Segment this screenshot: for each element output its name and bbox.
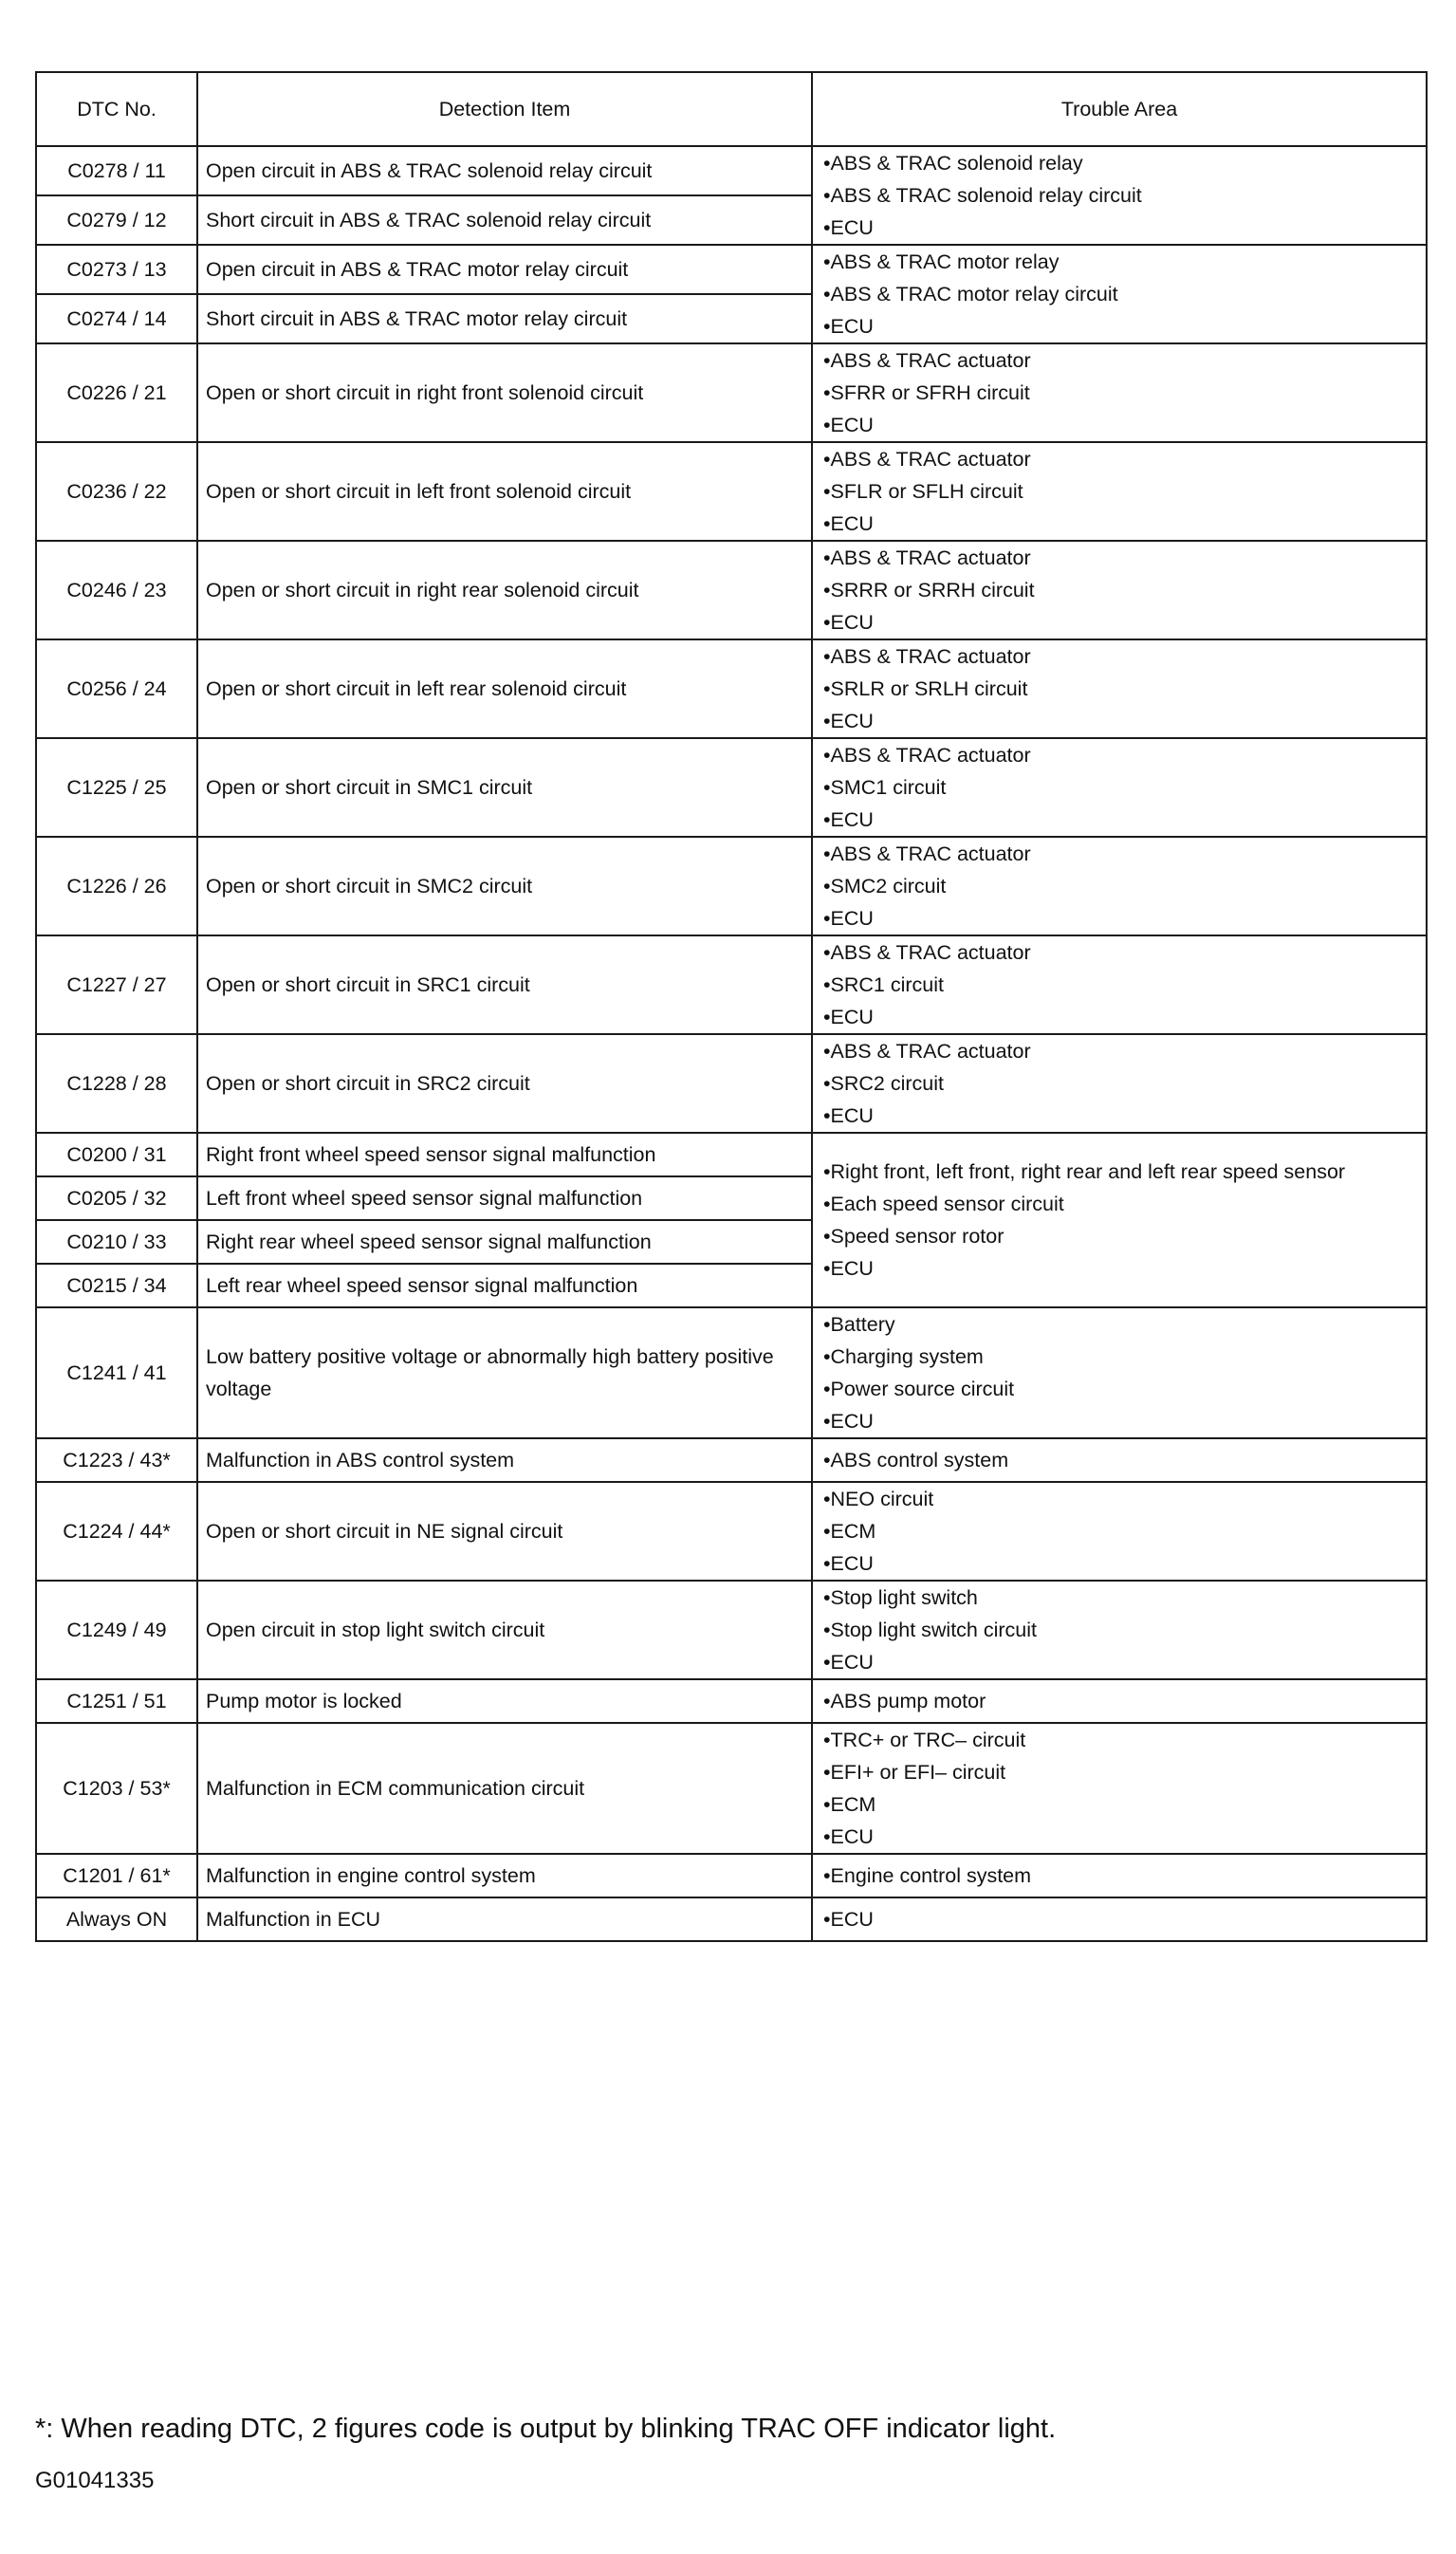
table-row [36, 837, 1427, 935]
table-row [36, 1897, 1427, 1941]
trouble-area-item: • Speed sensor rotor [823, 1220, 1426, 1252]
trouble-area-cell [812, 837, 1427, 935]
trouble-area-cell [812, 541, 1427, 639]
header-detection-item: Detection Item [197, 72, 812, 146]
trouble-area-cell [812, 1133, 1427, 1307]
trouble-area-cell [812, 1581, 1427, 1679]
trouble-area-item: • ABS & TRAC actuator [823, 640, 1426, 673]
detection-item-cell: Open or short circuit in right front solenoid circuit [197, 343, 812, 442]
table-row [36, 1482, 1427, 1581]
trouble-area-list [823, 542, 1426, 638]
dtc-code-cell: C0200 / 31 [36, 1133, 197, 1176]
trouble-area-list [823, 1156, 1426, 1285]
trouble-area-cell [812, 639, 1427, 738]
trouble-area-item: • ABS & TRAC actuator [823, 739, 1426, 771]
dtc-code-cell: C1228 / 28 [36, 1034, 197, 1133]
dtc-code-cell: C1227 / 27 [36, 935, 197, 1034]
trouble-area-item: • EFI+ or EFI– circuit [823, 1756, 1426, 1788]
detection-item-cell: Pump motor is locked [197, 1679, 812, 1723]
trouble-area-cell [812, 1723, 1427, 1854]
trouble-area-list [823, 1035, 1426, 1132]
header-trouble-area: Trouble Area [812, 72, 1427, 146]
table-row [36, 1854, 1427, 1897]
trouble-area-item: • ABS & TRAC actuator [823, 936, 1426, 969]
trouble-area-cell [812, 1482, 1427, 1581]
trouble-area-list [823, 443, 1426, 540]
table-row [36, 1133, 1427, 1176]
trouble-area-item: • ECU [823, 1252, 1426, 1285]
trouble-area-cell [812, 1438, 1427, 1482]
trouble-area-list [823, 1582, 1426, 1678]
trouble-area-item: • Power source circuit [823, 1373, 1426, 1405]
trouble-area-item: • ECU [823, 310, 1426, 342]
table-row [36, 1307, 1427, 1438]
detection-item-cell: Open circuit in ABS & TRAC solenoid relay circuit [197, 146, 812, 195]
trouble-area-item: • NEO circuit [823, 1483, 1426, 1515]
trouble-area-item: • ECU [823, 1821, 1426, 1853]
detection-item-cell: Open or short circuit in SMC1 circuit [197, 738, 812, 837]
dtc-code-cell: C1241 / 41 [36, 1307, 197, 1438]
detection-item-cell: Open or short circuit in left front solenoid circuit [197, 442, 812, 541]
trouble-area-list [823, 640, 1426, 737]
table-row [36, 1034, 1427, 1133]
detection-item-cell: Left front wheel speed sensor signal malfunction [197, 1176, 812, 1220]
trouble-area-item: • Stop light switch circuit [823, 1614, 1426, 1646]
trouble-area-item: • SRC2 circuit [823, 1067, 1426, 1100]
detection-item-cell: Open circuit in ABS & TRAC motor relay circuit [197, 245, 812, 294]
dtc-code-cell: C1223 / 43* [36, 1438, 197, 1482]
trouble-area-item: • ABS & TRAC actuator [823, 344, 1426, 377]
dtc-code-cell: C1224 / 44* [36, 1482, 197, 1581]
detection-item-cell: Malfunction in ECM communication circuit [197, 1723, 812, 1854]
detection-item-cell: Short circuit in ABS & TRAC motor relay circuit [197, 294, 812, 343]
dtc-code-cell: C0210 / 33 [36, 1220, 197, 1264]
trouble-area-list [823, 1308, 1426, 1437]
trouble-area-list [823, 344, 1426, 441]
trouble-area-list [823, 1724, 1426, 1853]
trouble-area-item: • ECU [823, 1903, 1426, 1935]
trouble-area-item: • Charging system [823, 1341, 1426, 1373]
trouble-area-item: • Right front, left front, right rear and left rear speed sensor [823, 1156, 1426, 1188]
detection-item-cell: Open circuit in stop light switch circuit [197, 1581, 812, 1679]
dtc-code-cell: C0246 / 23 [36, 541, 197, 639]
trouble-area-cell [812, 442, 1427, 541]
header-dtc-no: DTC No. [36, 72, 197, 146]
trouble-area-list [823, 838, 1426, 935]
trouble-area-item: • TRC+ or TRC– circuit [823, 1724, 1426, 1756]
table-row [36, 1679, 1427, 1723]
table-row [36, 245, 1427, 294]
trouble-area-item: • ECU [823, 705, 1426, 737]
detection-item-cell: Open or short circuit in SRC2 circuit [197, 1034, 812, 1133]
table-row [36, 639, 1427, 738]
dtc-code-cell: C1203 / 53* [36, 1723, 197, 1854]
trouble-area-item: • ECU [823, 1001, 1426, 1033]
detection-item-cell: Malfunction in ECU [197, 1897, 812, 1941]
table-row [36, 935, 1427, 1034]
trouble-area-item: • ABS & TRAC actuator [823, 838, 1426, 870]
trouble-area-item: • ABS & TRAC motor relay circuit [823, 278, 1426, 310]
table-body [36, 146, 1427, 1941]
trouble-area-item: • ECU [823, 804, 1426, 836]
detection-item-cell: Short circuit in ABS & TRAC solenoid relay circuit [197, 195, 812, 245]
table-row [36, 541, 1427, 639]
trouble-area-list [823, 246, 1426, 342]
trouble-area-item: • Each speed sensor circuit [823, 1188, 1426, 1220]
dtc-code-cell: C0205 / 32 [36, 1176, 197, 1220]
trouble-area-cell [812, 343, 1427, 442]
detection-item-cell: Open or short circuit in right rear solenoid circuit [197, 541, 812, 639]
dtc-table [35, 71, 1428, 1942]
trouble-area-item: • ABS & TRAC solenoid relay [823, 147, 1426, 179]
table-row [36, 1438, 1427, 1482]
footnote: *: When reading DTC, 2 figures code is output by blinking TRAC OFF indicator light. [35, 2414, 1057, 2444]
figure-id: G01041335 [35, 2468, 155, 2493]
table-row [36, 146, 1427, 195]
dtc-code-cell: C0279 / 12 [36, 195, 197, 245]
dtc-code-cell: C0256 / 24 [36, 639, 197, 738]
dtc-code-cell: Always ON [36, 1897, 197, 1941]
trouble-area-item: • ECM [823, 1788, 1426, 1821]
trouble-area-item: • ECU [823, 212, 1426, 244]
detection-item-cell: Open or short circuit in NE signal circuit [197, 1482, 812, 1581]
trouble-area-list [823, 739, 1426, 836]
table-row [36, 343, 1427, 442]
trouble-area-list [823, 1860, 1426, 1892]
trouble-area-item: • ECM [823, 1515, 1426, 1547]
dtc-code-cell: C1251 / 51 [36, 1679, 197, 1723]
trouble-area-item: • ABS & TRAC solenoid relay circuit [823, 179, 1426, 212]
trouble-area-item: • ECU [823, 409, 1426, 441]
trouble-area-item: • ABS & TRAC actuator [823, 443, 1426, 475]
trouble-area-item: • SRRR or SRRH circuit [823, 574, 1426, 606]
dtc-code-cell: C0273 / 13 [36, 245, 197, 294]
detection-item-cell: Malfunction in engine control system [197, 1854, 812, 1897]
dtc-code-cell: C1249 / 49 [36, 1581, 197, 1679]
trouble-area-item: • ABS & TRAC motor relay [823, 246, 1426, 278]
trouble-area-item: • ABS & TRAC actuator [823, 1035, 1426, 1067]
trouble-area-cell [812, 1854, 1427, 1897]
detection-item-cell: Low battery positive voltage or abnormally high battery positive voltage [197, 1307, 812, 1438]
trouble-area-item: • SFRR or SFRH circuit [823, 377, 1426, 409]
trouble-area-list [823, 1444, 1426, 1476]
trouble-area-cell [812, 245, 1427, 343]
trouble-area-item: • ABS control system [823, 1444, 1426, 1476]
dtc-code-cell: C1201 / 61* [36, 1854, 197, 1897]
detection-item-cell: Open or short circuit in left rear solenoid circuit [197, 639, 812, 738]
trouble-area-item: • Engine control system [823, 1860, 1426, 1892]
trouble-area-cell [812, 1034, 1427, 1133]
table-row [36, 738, 1427, 837]
trouble-area-item: • SRLR or SRLH circuit [823, 673, 1426, 705]
table-row [36, 1723, 1427, 1854]
dtc-code-cell: C0226 / 21 [36, 343, 197, 442]
trouble-area-item: • ECU [823, 902, 1426, 935]
detection-item-cell: Open or short circuit in SRC1 circuit [197, 935, 812, 1034]
trouble-area-item: • SFLR or SFLH circuit [823, 475, 1426, 508]
dtc-code-cell: C0278 / 11 [36, 146, 197, 195]
trouble-area-cell [812, 1897, 1427, 1941]
trouble-area-item: • Stop light switch [823, 1582, 1426, 1614]
trouble-area-list [823, 936, 1426, 1033]
detection-item-cell: Right front wheel speed sensor signal malfunction [197, 1133, 812, 1176]
trouble-area-item: • ABS & TRAC actuator [823, 542, 1426, 574]
dtc-code-cell: C1225 / 25 [36, 738, 197, 837]
detection-item-cell: Left rear wheel speed sensor signal malfunction [197, 1264, 812, 1307]
dtc-code-cell: C1226 / 26 [36, 837, 197, 935]
trouble-area-item: • ECU [823, 1405, 1426, 1437]
trouble-area-cell [812, 935, 1427, 1034]
dtc-code-cell: C0236 / 22 [36, 442, 197, 541]
trouble-area-list [823, 1483, 1426, 1580]
trouble-area-item: • ECU [823, 1547, 1426, 1580]
table-row [36, 1581, 1427, 1679]
trouble-area-list [823, 147, 1426, 244]
trouble-area-item: • SMC2 circuit [823, 870, 1426, 902]
dtc-code-cell: C0215 / 34 [36, 1264, 197, 1307]
trouble-area-cell [812, 1679, 1427, 1723]
trouble-area-cell [812, 738, 1427, 837]
trouble-area-item: • SMC1 circuit [823, 771, 1426, 804]
trouble-area-item: • Battery [823, 1308, 1426, 1341]
trouble-area-item: • ECU [823, 508, 1426, 540]
trouble-area-item: • ABS pump motor [823, 1685, 1426, 1717]
trouble-area-list [823, 1903, 1426, 1935]
trouble-area-item: • ECU [823, 606, 1426, 638]
trouble-area-item: • ECU [823, 1100, 1426, 1132]
trouble-area-list [823, 1685, 1426, 1717]
dtc-code-cell: C0274 / 14 [36, 294, 197, 343]
detection-item-cell: Open or short circuit in SMC2 circuit [197, 837, 812, 935]
table-row [36, 442, 1427, 541]
detection-item-cell: Malfunction in ABS control system [197, 1438, 812, 1482]
trouble-area-cell [812, 1307, 1427, 1438]
trouble-area-cell [812, 146, 1427, 245]
detection-item-cell: Right rear wheel speed sensor signal malfunction [197, 1220, 812, 1264]
trouble-area-item: • ECU [823, 1646, 1426, 1678]
trouble-area-item: • SRC1 circuit [823, 969, 1426, 1001]
table-header-row [36, 72, 1427, 146]
